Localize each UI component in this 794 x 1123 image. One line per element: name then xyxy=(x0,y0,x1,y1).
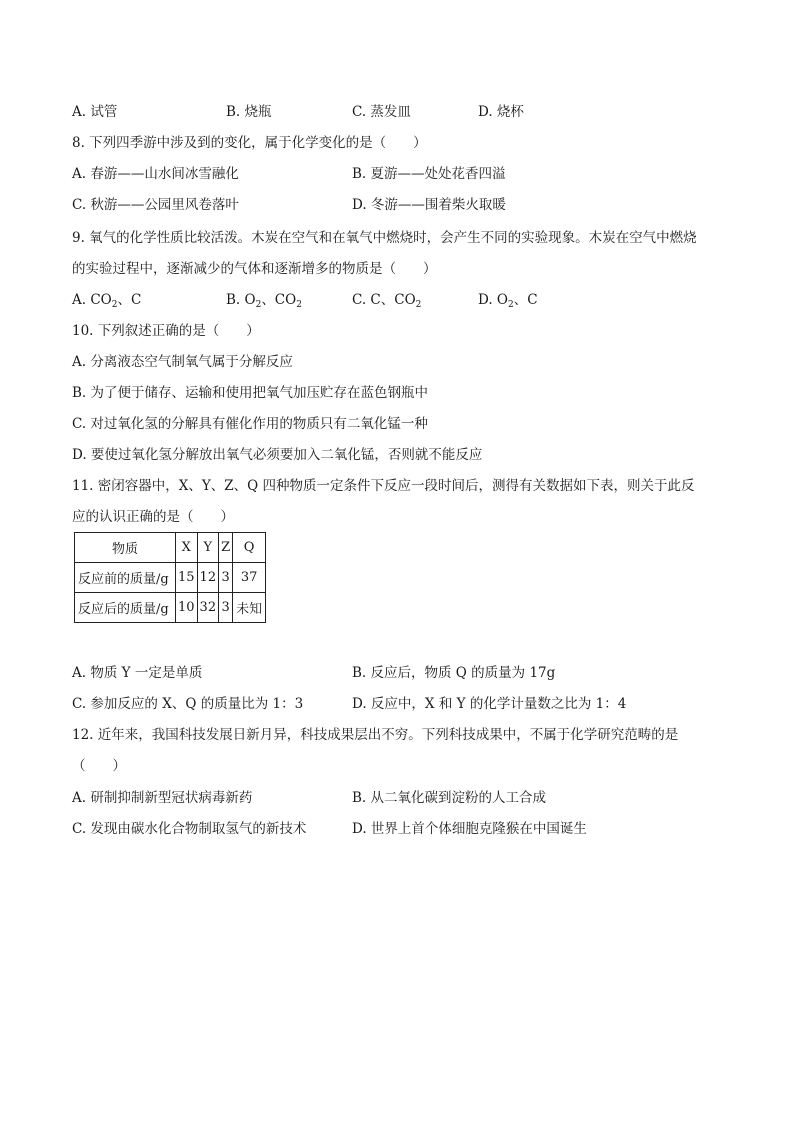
table-cell: 12 xyxy=(197,563,219,593)
table-header-cell: Y xyxy=(197,533,219,563)
q7-option-d: D. 烧杯 xyxy=(478,104,524,120)
table-header-cell: Z xyxy=(219,533,233,563)
q11-option-c: C. 参加反应的 X、Q 的质量比为 1：3 xyxy=(72,696,304,712)
table-cell: 反应后的质量/g xyxy=(75,593,176,623)
q9-stem-line2: 的实验过程中，逐渐减少的气体和逐渐增多的物质是（ ） xyxy=(72,261,437,277)
q10-option-a: A. 分离液态空气制氧气属于分解反应 xyxy=(72,354,293,370)
q12-stem-line2: （ ） xyxy=(72,758,126,774)
q7-option-a: A. 试管 xyxy=(72,104,118,120)
q9-option-a: A. $CO_2$、C xyxy=(72,292,142,310)
q12-option-a: A. 研制抑制新型冠状病毒新药 xyxy=(72,790,253,806)
table-cell: 3 xyxy=(219,593,233,623)
q12-option-d: D. 世界上首个体细胞克隆猴在中国诞生 xyxy=(352,821,587,837)
table-header-row xyxy=(75,533,266,563)
table-cell: 未知 xyxy=(233,593,266,623)
q9-option-c: C. C、$CO_2$ xyxy=(352,292,422,310)
table-cell: 37 xyxy=(233,563,266,593)
q11-stem-line1: 11. 密闭容器中，X、Y、Z、Q 四种物质一定条件下反应一段时间后，测得有关数据如下表，则关于此反 xyxy=(72,478,695,494)
table-row xyxy=(75,563,266,593)
q9-option-b: B. $O_2$、$CO_2$ xyxy=(226,292,302,310)
q11-data-table xyxy=(74,532,266,623)
q12-option-b: B. 从二氧化碳到淀粉的人工合成 xyxy=(352,790,547,806)
q7-option-b: B. 烧瓶 xyxy=(226,104,272,120)
table-cell: 32 xyxy=(197,593,219,623)
q11-option-d: D. 反应中，X 和 Y 的化学计量数之比为 1：4 xyxy=(352,696,627,712)
table-header-cell: X xyxy=(176,533,198,563)
q9-stem-line1: 9. 氧气的化学性质比较活泼。木炭在空气和在氧气中燃烧时，会产生不同的实验现象。木炭在空气中燃烧 xyxy=(72,230,697,246)
q12-option-c: C. 发现由碳水化合物制取氢气的新技术 xyxy=(72,821,307,837)
q10-option-d: D. 要使过氧化氢分解放出氧气必须要加入二氧化锰，否则就不能反应 xyxy=(72,447,483,463)
q12-stem-line1: 12. 近年来，我国科技发展日新月异，科技成果层出不穷。下列科技成果中，不属于化学研究范畴的是 xyxy=(72,727,679,743)
q11-option-b: B. 反应后，物质 Q 的质量为 17g xyxy=(352,665,556,681)
q8-option-b: B. 夏游——处处花香四溢 xyxy=(352,166,506,182)
table-cell: 15 xyxy=(176,563,198,593)
q7-option-c: C. 蒸发皿 xyxy=(352,104,411,120)
q8-option-c: C. 秋游——公园里风卷落叶 xyxy=(72,197,239,213)
q10-option-c: C. 对过氧化氢的分解具有催化作用的物质只有二氧化锰一种 xyxy=(72,416,428,432)
q8-stem: 8. 下列四季游中涉及到的变化，属于化学变化的是（ ） xyxy=(72,135,427,151)
q11-stem-line2: 应的认识正确的是（ ） xyxy=(72,509,234,525)
q11-option-a: A. 物质 Y 一定是单质 xyxy=(72,665,203,681)
q10-option-b: B. 为了便于储存、运输和使用把氧气加压贮存在蓝色钢瓶中 xyxy=(72,385,429,401)
q8-option-a: A. 春游——山水间冰雪融化 xyxy=(72,166,239,182)
table-cell: 3 xyxy=(219,563,233,593)
table-header-cell: Q xyxy=(233,533,266,563)
table-cell: 10 xyxy=(176,593,198,623)
q10-stem: 10. 下列叙述正确的是（ ） xyxy=(72,323,260,339)
table-cell: 反应前的质量/g xyxy=(75,563,176,593)
table-row xyxy=(75,593,266,623)
q8-option-d: D. 冬游——围着柴火取暖 xyxy=(352,197,506,213)
q9-option-d: D. $O_2$、C xyxy=(478,292,538,310)
table-header-cell: 物质 xyxy=(75,533,176,563)
